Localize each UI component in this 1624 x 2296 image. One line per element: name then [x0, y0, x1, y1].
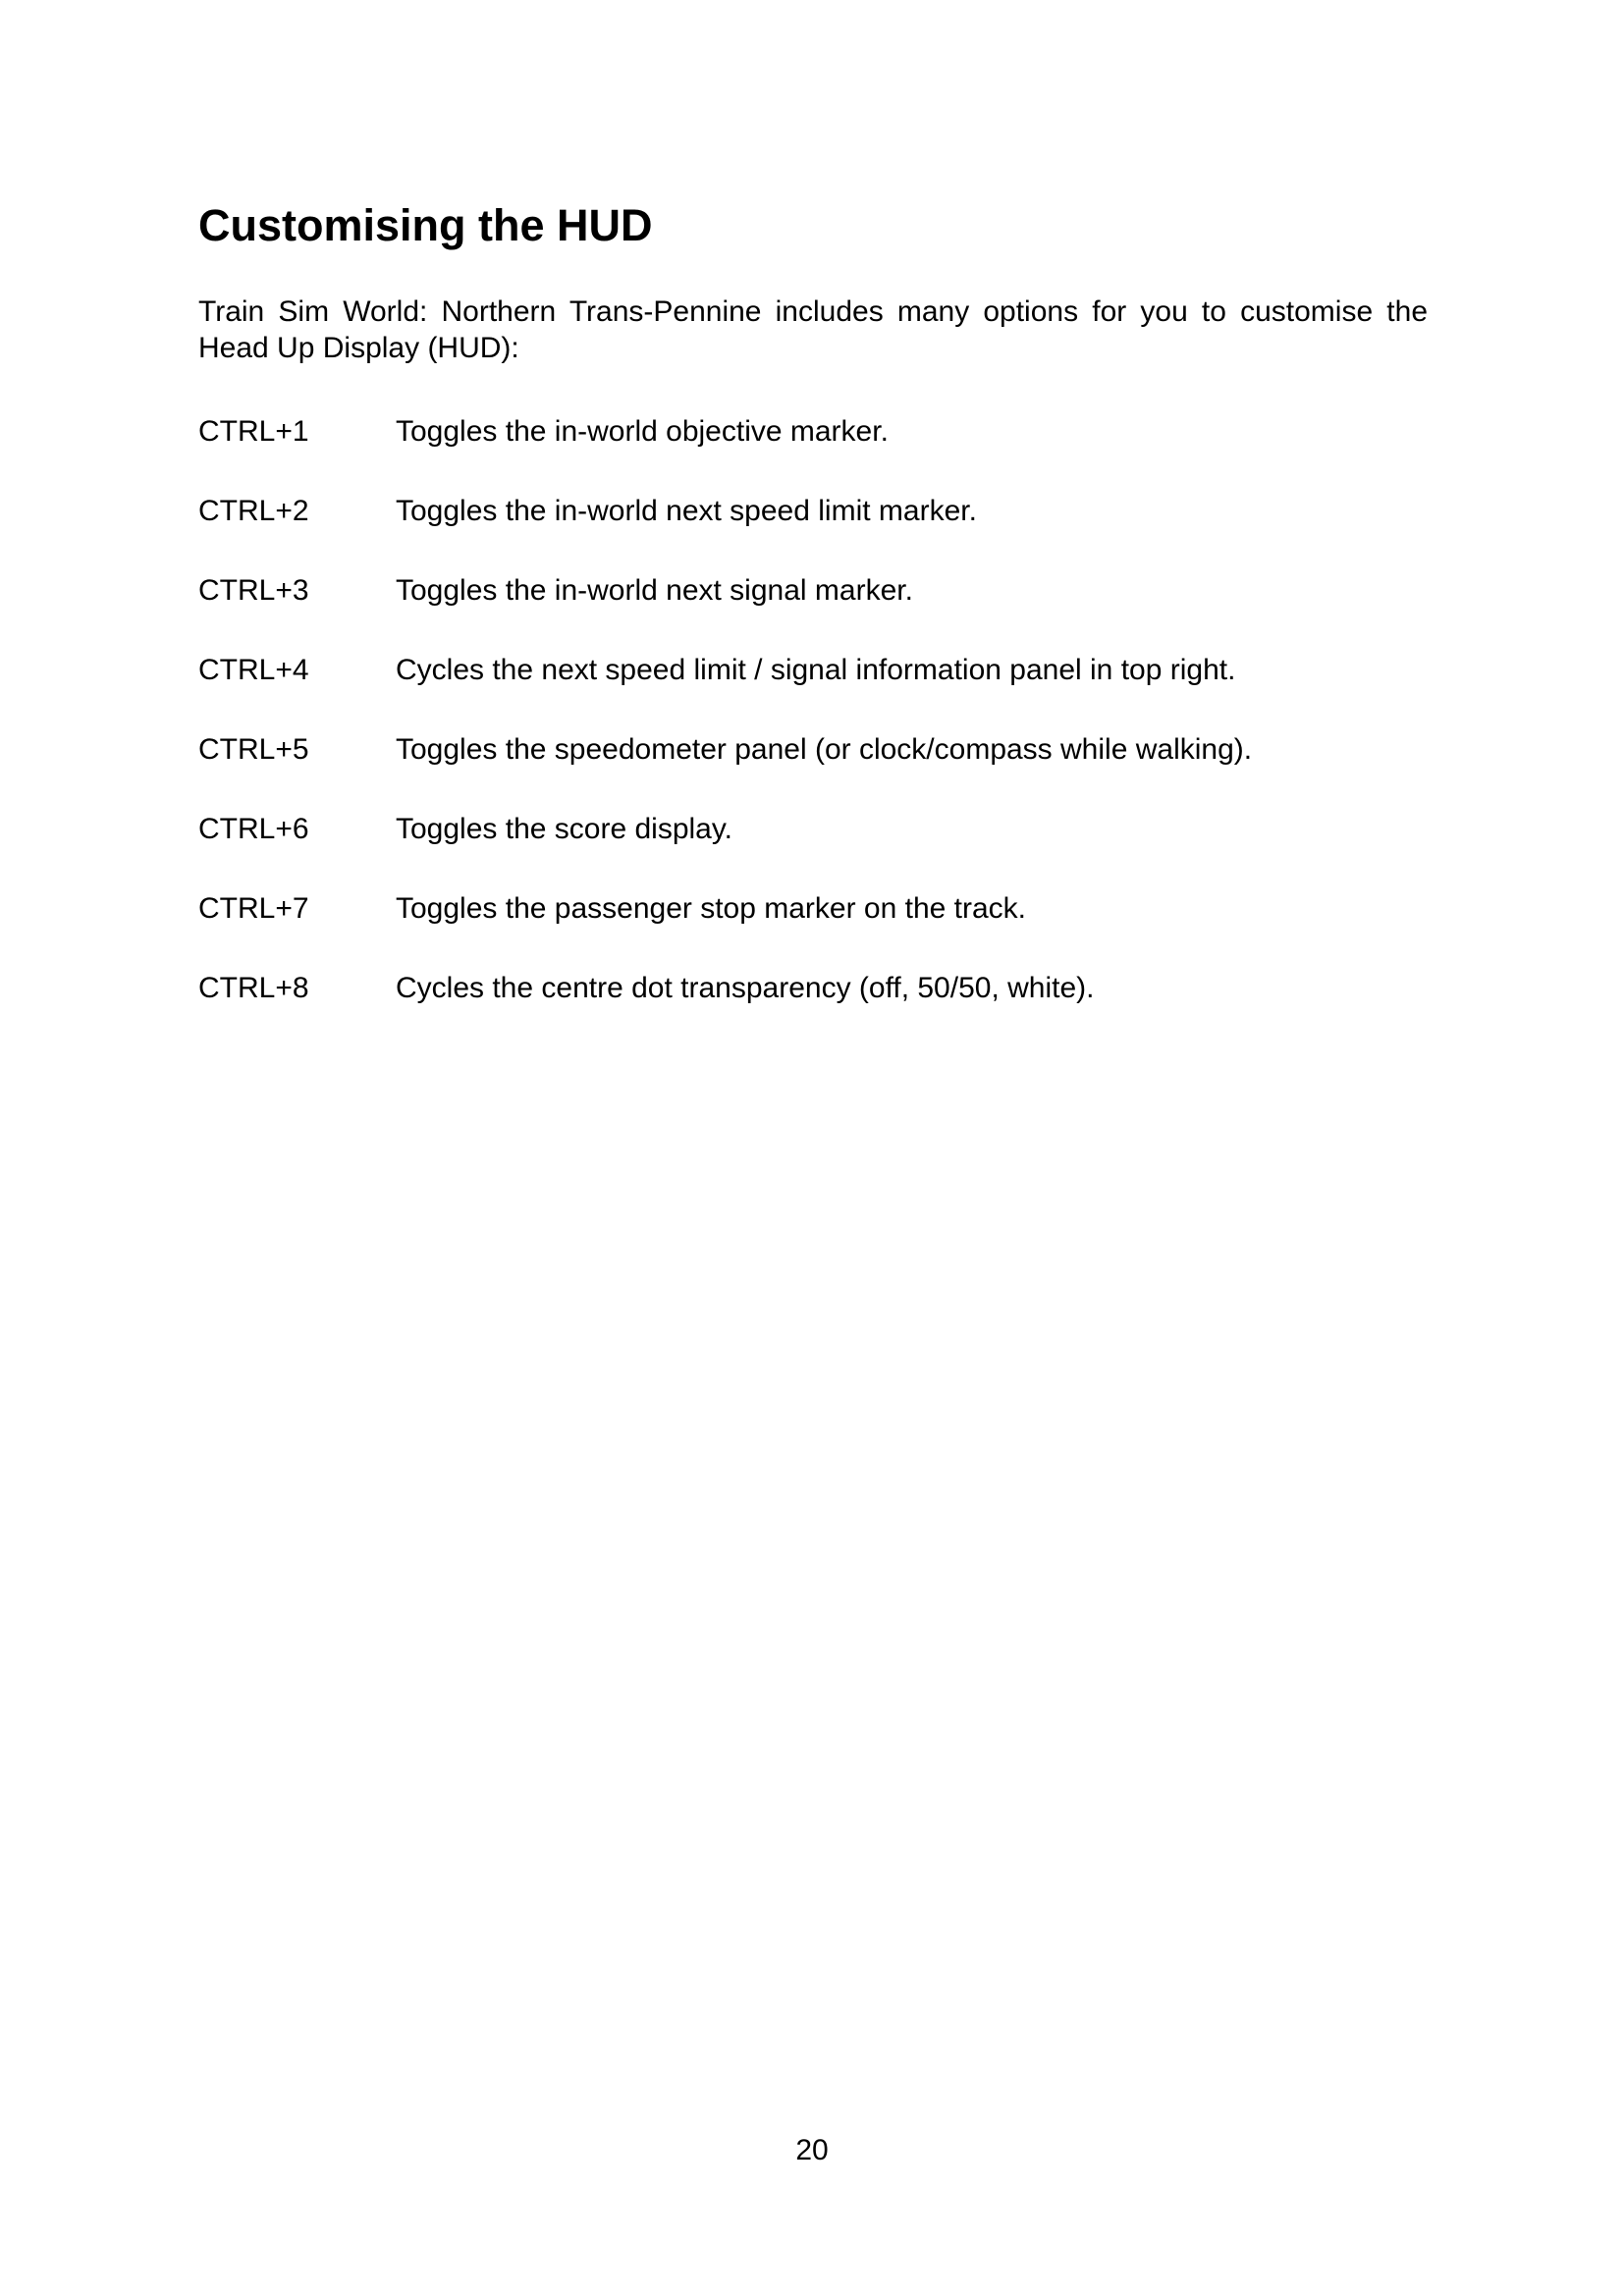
shortcut-description: Cycles the next speed limit / signal information panel in top right. [396, 654, 1236, 686]
shortcut-description: Toggles the speedometer panel (or clock/compass while walking). [396, 733, 1253, 766]
shortcut-description: Toggles the in-world next speed limit marker. [396, 495, 977, 527]
shortcut-row [198, 493, 1428, 529]
shortcut-key: CTRL+3 [198, 574, 309, 607]
page-title: Customising the HUD [198, 200, 653, 250]
shortcut-row [198, 811, 1428, 847]
page-number: 20 [795, 2134, 829, 2166]
shortcut-key: CTRL+7 [198, 892, 309, 925]
shortcut-key: CTRL+1 [198, 415, 309, 448]
shortcut-row [198, 731, 1428, 768]
shortcut-key: CTRL+5 [198, 733, 309, 766]
shortcut-description: Toggles the score display. [396, 813, 732, 845]
shortcut-row [198, 890, 1428, 927]
shortcut-row [198, 970, 1428, 1006]
shortcut-key: CTRL+4 [198, 654, 309, 686]
shortcut-description: Toggles the passenger stop marker on the track. [396, 892, 1027, 925]
shortcut-row [198, 413, 1428, 450]
shortcut-description: Toggles the in-world next signal marker. [396, 574, 913, 607]
shortcut-list [198, 413, 1428, 1006]
shortcut-row [198, 572, 1428, 609]
shortcut-key: CTRL+6 [198, 813, 309, 845]
shortcut-key: CTRL+2 [198, 495, 309, 527]
shortcut-key: CTRL+8 [198, 972, 309, 1004]
shortcut-row [198, 652, 1428, 688]
shortcut-description: Cycles the centre dot transparency (off, 50/50, white). [396, 972, 1095, 1004]
intro-paragraph: Train Sim World: Northern Trans-Pennine includes many options for you to customise the Head Up Display (HUD): [198, 295, 1428, 364]
shortcut-description: Toggles the in-world objective marker. [396, 415, 889, 448]
